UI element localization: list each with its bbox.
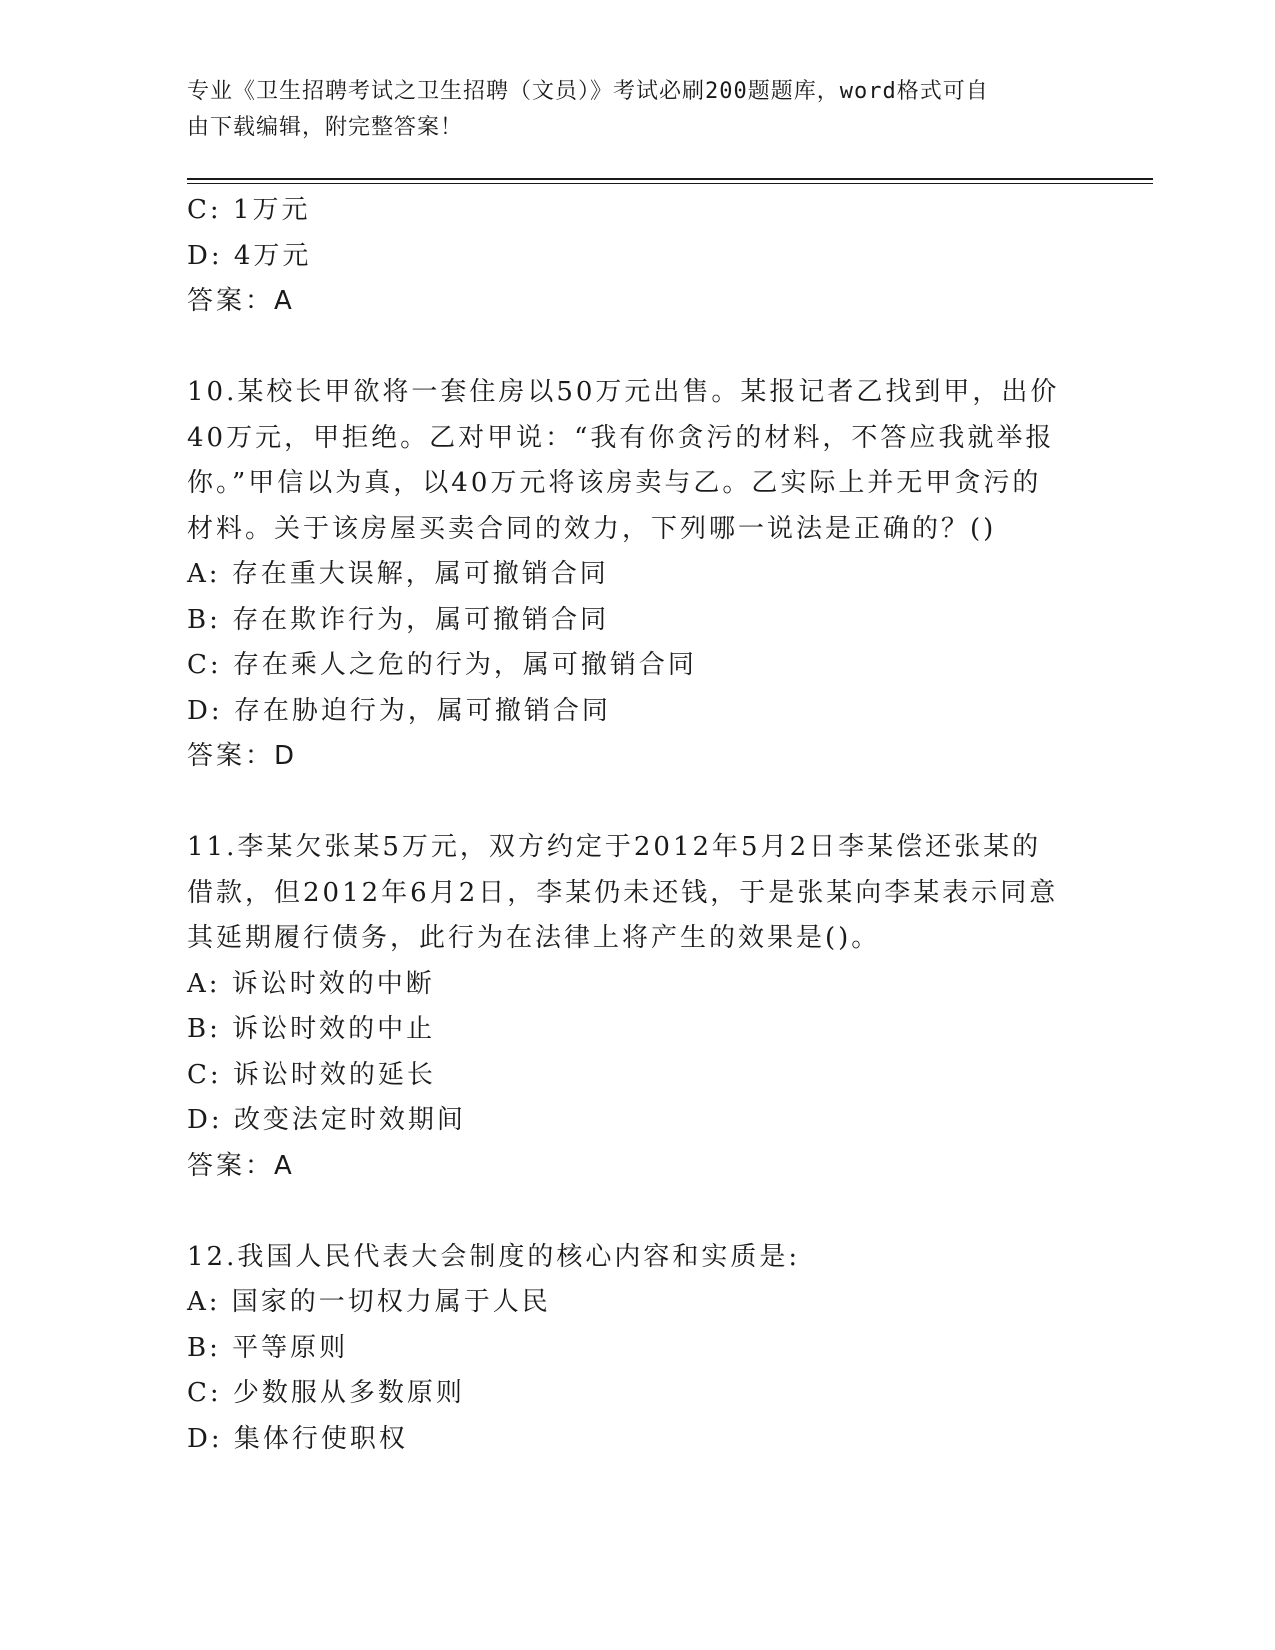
spacer: [187, 1189, 1087, 1235]
option-c: C: 诉讼时效的延长: [187, 1059, 436, 1090]
prev-question: [187, 188, 1087, 325]
option-d: D: 改变法定时效期间: [187, 1105, 466, 1135]
spacer: [187, 325, 1087, 371]
header-rule-thin: [187, 183, 1153, 184]
question-12: [187, 1235, 1087, 1463]
answer-line: 答案：A: [187, 1150, 295, 1181]
option-c: C: 存在乘人之危的行为，属可撤销合同: [187, 650, 697, 680]
answer-line: 答案：A: [187, 286, 295, 316]
question-stem-line: 10.某校长甲欲将一套住房以50万元出售。某报记者乙找到甲，出价: [187, 377, 1060, 407]
option-a: A: 存在重大误解，属可撤销合同: [187, 559, 609, 589]
question-stem-line: 材料。关于该房屋买卖合同的效力，下列哪一说法是正确的？(): [187, 513, 997, 544]
question-stem-line: 12.我国人民代表大会制度的核心内容和实质是:: [187, 1241, 801, 1272]
option-a: A: 国家的一切权力属于人民: [187, 1287, 551, 1317]
option-a: A: 诉讼时效的中断: [187, 968, 435, 999]
option-c: C: 1万元: [187, 195, 311, 225]
option-d: D: 4万元: [187, 240, 312, 271]
option-b: B: 平等原则: [187, 1332, 349, 1363]
option-d: D: 集体行使职权: [187, 1423, 408, 1454]
option-b: B: 存在欺诈行为，属可撤销合同: [187, 604, 610, 635]
question-stem-line: 40万元，甲拒绝。乙对甲说：“我有你贪污的材料，不答应我就举报: [187, 422, 1055, 453]
spacer: [187, 780, 1087, 826]
question-10: [187, 370, 1087, 780]
answer-line: 答案：D: [187, 741, 298, 771]
question-stem-line: 其延期履行债务，此行为在法律上将产生的效果是()。: [187, 923, 881, 953]
question-stem-line: 11.李某欠张某5万元，双方约定于2012年5月2日李某偿还张某的: [187, 832, 1042, 862]
page-header: [187, 74, 1087, 146]
header-line-2: 由下载编辑，附完整答案！: [187, 115, 464, 140]
question-stem-line: 你。”甲信以为真，以40万元将该房卖与乙。乙实际上并无甲贪污的: [187, 468, 1042, 498]
document-body: [187, 188, 1087, 1462]
option-c: C: 少数服从多数原则: [187, 1378, 465, 1408]
header-line-1: 专业《卫生招聘考试之卫生招聘（文员）》考试必刷200题题库，word格式可自: [187, 79, 989, 104]
question-stem-line: 借款，但2012年6月2日，李某仍未还钱，于是张某向李某表示同意: [187, 877, 1059, 908]
header-rule-thick: [187, 178, 1153, 180]
question-11: [187, 825, 1087, 1189]
option-d: D: 存在胁迫行为，属可撤销合同: [187, 695, 611, 726]
option-b: B: 诉讼时效的中止: [187, 1014, 436, 1044]
